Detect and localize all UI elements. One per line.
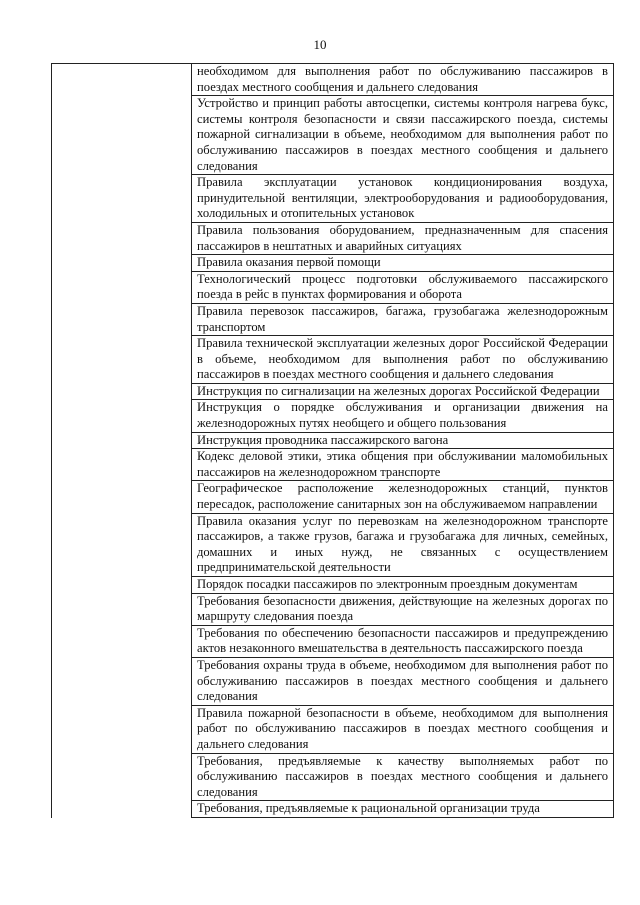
table-cell-text: Устройство и принцип работы автосцепки, системы контроля нагрева букс, системы контроля безопасности и связи пассажирского поезда, системы пожарной сигнализации в объеме, необходимом для выполнения работ по обслуживанию пассажиров в поездах местного сообщения и дальнего следования bbox=[197, 96, 608, 173]
page-number: 10 bbox=[313, 37, 327, 52]
table-row bbox=[192, 433, 613, 450]
table-cell-text: Правила перевозок пассажиров, багажа, грузобагажа железнодорожным транспортом bbox=[197, 303, 608, 334]
table-row bbox=[192, 577, 613, 594]
table-row bbox=[192, 594, 613, 626]
table-row bbox=[192, 223, 613, 255]
table-cell-text: Технологический процесс подготовки обслуживаемого пассажирского поезда в рейс в пунктах формирования и оборота bbox=[197, 271, 608, 302]
table-cell-text: Инструкция по сигнализации на железных дорогах Российской Федерации bbox=[197, 383, 600, 398]
table-cell-text: необходимом для выполнения работ по обслуживанию пассажиров в поездах местного сообщения и дальнего следования bbox=[197, 64, 608, 94]
table-row bbox=[192, 754, 613, 802]
table-row bbox=[192, 658, 613, 706]
table-cell-text: Требования безопасности движения, действующие на железных дорогах по маршруту следования поезда bbox=[197, 593, 608, 624]
table-row bbox=[192, 400, 613, 432]
table-row bbox=[192, 336, 613, 384]
table-cell-text: Кодекс деловой этики, этика общения при обслуживании маломобильных пассажиров на железнодорожном транспорте bbox=[197, 449, 608, 479]
table-cell-text: Требования, предъявляемые к рациональной организации труда bbox=[197, 801, 540, 816]
table-row bbox=[192, 801, 613, 818]
table-row bbox=[192, 384, 613, 401]
table-cell-text: Требования, предъявляемые к качеству выполняемых работ по обслуживанию пассажиров в поездах местного сообщения и дальнего следования bbox=[197, 753, 608, 799]
table-cell-text: Правила пожарной безопасности в объеме, необходимом для выполнения работ по обслуживанию пассажиров в поездах местного сообщения и дальнего следования bbox=[197, 705, 608, 751]
table-cell-text: Правила пользования оборудованием, предназначенным для спасения пассажиров в нештатных и аварийных ситуациях bbox=[197, 222, 608, 253]
table-row bbox=[192, 304, 613, 336]
table-cell-text: Инструкция о порядке обслуживания и организации движения на железнодорожных путях необщего и общего пользования bbox=[197, 400, 608, 431]
table-row bbox=[192, 449, 613, 481]
table-row bbox=[192, 481, 613, 513]
table-cell-text: Правила оказания первой помощи bbox=[197, 255, 381, 270]
table-cell-text: Порядок посадки пассажиров по электронным проездным документам bbox=[197, 577, 578, 591]
table-cell-text: Правила эксплуатации установок кондиционирования воздуха, принудительной вентиляции, электрооборудования и радиооборудования, холодильных и отопительных установок bbox=[197, 175, 608, 221]
table-cell-text: Требования по обеспечению безопасности пассажиров и предупреждению актов незаконного вмешательства в деятельность пассажирского поезда bbox=[197, 625, 608, 656]
table-cell-text: Правила технической эксплуатации железных дорог Российской Федерации в объеме, необходимом для выполнения работ по обслуживанию пассажиров в поездах местного сообщения и дальнего следования bbox=[197, 336, 608, 382]
table-row bbox=[192, 272, 613, 304]
table-row bbox=[192, 64, 613, 96]
empty-left-column bbox=[52, 64, 192, 818]
table-row bbox=[192, 96, 613, 175]
table-cell-text: Географическое расположение железнодорожных станций, пунктов пересадок, расположение санитарных зон на обслуживаемом направлении bbox=[197, 481, 608, 512]
table-row bbox=[192, 626, 613, 658]
table-row bbox=[192, 175, 613, 223]
table-row bbox=[192, 706, 613, 754]
requirements-table bbox=[51, 63, 614, 818]
table-row bbox=[192, 514, 613, 577]
table-cell-text: Инструкция проводника пассажирского вагона bbox=[197, 432, 449, 447]
table-cell-text: Правила оказания услуг по перевозкам на железнодорожном транспорте пассажиров, а также грузов, багажа и грузобагажа для личных, семейных, домашних и иных нужд, не связанных с осуществлением предпринимательской деятельности bbox=[197, 513, 608, 575]
table-rows bbox=[192, 64, 613, 818]
table-cell-text: Требования охраны труда в объеме, необходимом для выполнения работ по обслуживанию пассажиров в поездах местного сообщения и дальнего следования bbox=[197, 657, 608, 704]
table-row bbox=[192, 255, 613, 272]
